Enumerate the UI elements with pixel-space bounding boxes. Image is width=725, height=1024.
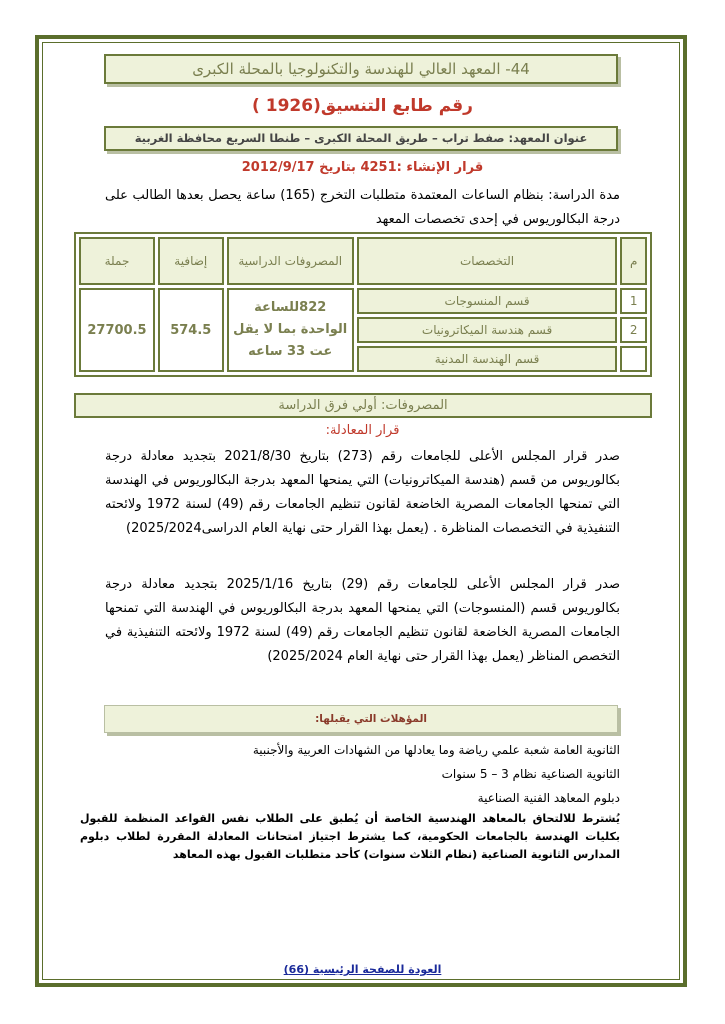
institute-address: عنوان المعهد: صفط تراب – طريق المحلة الكبرى – طنطا السريع محافظة الغربية xyxy=(104,126,618,151)
row-num xyxy=(620,346,647,372)
equivalence-paragraph-1: صدر قرار المجلس الأعلى للجامعات رقم (273) بتاريخ 2021/8/30 بتجديد معادلة درجة بكالوريوس من قسم (هندسة الميكاترونيات) التي يمنحها المعهد بدرجة البكالوريوس في الهندسة التي تمنحها الجامعات المصرية الخاضعة لقانون تنظيم الجامعات رقم (49) لسنة 1972 ولائحته التنفيذية في التخصصات المناظرة . (يعمل بهذا القرار حتى نهاية العام الدراسى2025/2024) xyxy=(105,449,620,536)
row-specialization: قسم هندسة الميكاترونيات xyxy=(357,317,618,343)
total-value: 27700.5 xyxy=(79,288,155,372)
header-num: م xyxy=(620,237,647,285)
back-to-home-link[interactable]: العودة للصفحة الرئيسية (66) xyxy=(283,963,442,976)
row-specialization: قسم الهندسة المدنية xyxy=(357,346,618,372)
header-total: جملة xyxy=(79,237,155,285)
study-duration: مدة الدراسة: بنظام الساعات المعتمدة متطلبات التخرج (165) ساعة يحصل بعدها الطالب على درجة البكالوريوس في إحدى تخصصات المعهد xyxy=(105,188,620,227)
establishment-decree: قرار الإنشاء :4251 بتاريخ 2012/9/17 xyxy=(241,160,484,175)
specializations-table xyxy=(74,232,652,377)
row-specialization: قسم المنسوجات xyxy=(357,288,618,314)
qualifications-list xyxy=(105,738,620,810)
additional-value: 574.5 xyxy=(158,288,224,372)
table-row xyxy=(79,288,647,314)
header-specializations: التخصصات xyxy=(357,237,618,285)
qualification-item: الثانوية العامة شعبة علمي رياضة وما يعادلها من الشهادات العربية والأجنبية xyxy=(252,743,620,757)
row-num: 2 xyxy=(620,317,647,343)
tuition-value: 822للساعة الواحدة بما لا يقل عت 33 ساعه xyxy=(227,288,354,372)
qualification-item: الثانوية الصناعية نظام 3 – 5 سنوات xyxy=(441,767,620,781)
row-num: 1 xyxy=(620,288,647,314)
qualifications-heading: المؤهلات التي يقبلها: xyxy=(104,705,618,733)
equivalence-paragraph-2: صدر قرار المجلس الأعلى للجامعات رقم (29) بتاريخ 2025/1/16 بتجديد معادلة درجة بكالوريوس قسم (المنسوجات) التي يمنحها المعهد بدرجة البكالوريوس في الهندسة التي تمنحها الجامعات المصرية الخاضعة لقانون تنظيم الجامعات رقم (49) لسنة 1972 ولائحته التنفيذية في التخصص المناظر (يعمل بهذا القرار حتى نهاية العام 2025/2024) xyxy=(105,577,620,664)
header-tuition: المصروفات الدراسية xyxy=(227,237,354,285)
admission-note: يُشترط للالتحاق بالمعاهد الهندسية الخاصة أن يُطبق على الطلاب نفس القواعد المنظمة للقبول بكليات الهندسة بالجامعات الحكومية، كما يشترط اجتياز امتحانات المعادلة المقررة لطلاب دبلوم المدارس الثانوية الصناعية (نظام الثلاث سنوات) كأحد متطلبات القبول بهذه المعاهد xyxy=(80,812,620,861)
expenses-note: المصروفات: أولي فرق الدراسة xyxy=(74,393,652,418)
qualification-item: دبلوم المعاهد الفنية الصناعية xyxy=(477,791,620,805)
coordination-number: رقم طابع التنسيق(1926 ) xyxy=(252,96,473,116)
institute-title: 44- المعهد العالي للهندسة والتكنولوجيا بالمحلة الكبرى xyxy=(104,54,618,84)
header-additional: إضافية xyxy=(158,237,224,285)
equivalence-heading: قرار المعادلة: xyxy=(325,423,400,438)
